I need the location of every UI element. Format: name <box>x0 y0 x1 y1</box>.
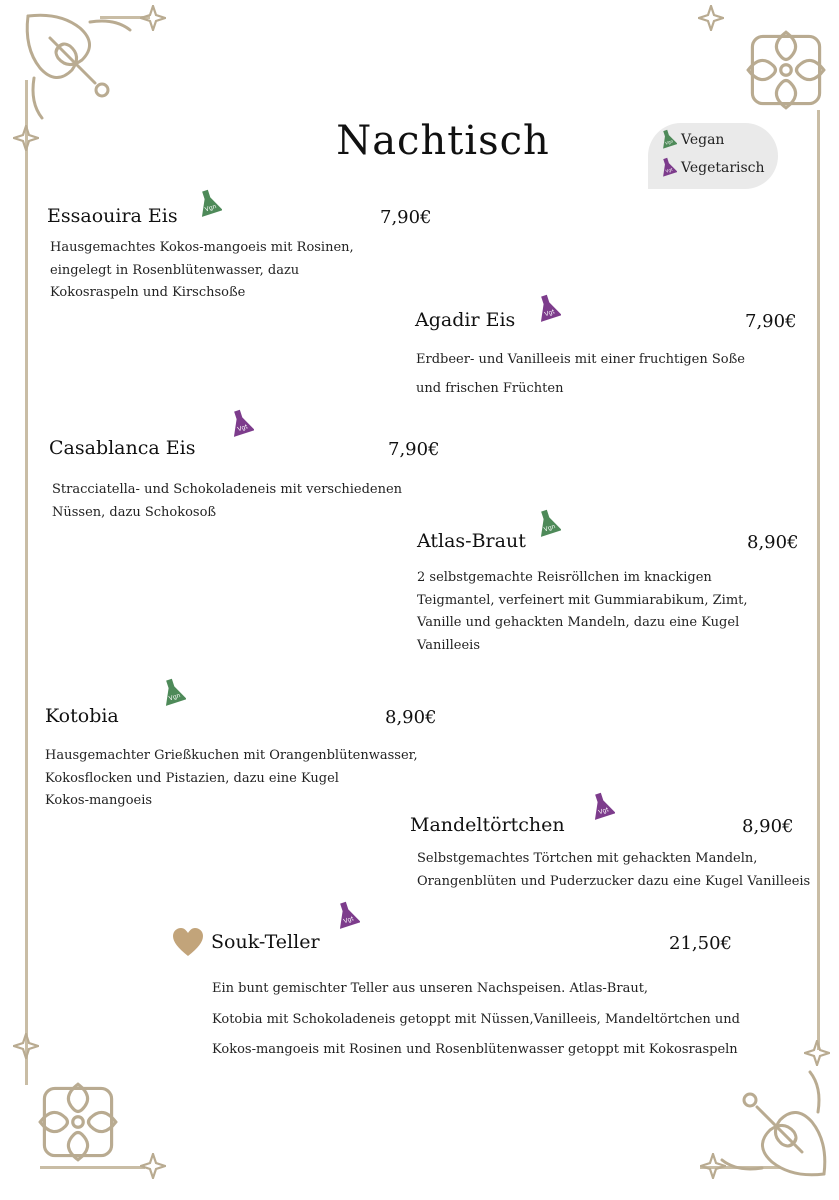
description-line: Kokos-mangoeis <box>45 793 153 808</box>
description-line: und frischen Früchten <box>416 381 564 396</box>
vegetarian-tag-icon <box>334 900 360 930</box>
description-line: Kokos-mangoeis mit Rosinen und Rosenblütenwasser getoppt mit Kokosraspeln <box>212 1042 738 1057</box>
item-name-atlas-braut: Atlas-Braut <box>417 530 526 552</box>
heart-icon <box>172 928 204 958</box>
item-name-agadir-eis: Agadir Eis <box>415 309 516 331</box>
vegetarian-tag-icon <box>535 293 561 323</box>
description-line: Hausgemachtes Kokos-mangoeis mit Rosinen, <box>50 240 354 255</box>
svg-text:Vgn: Vgn <box>543 523 557 534</box>
item-description-souk-teller <box>212 974 740 1066</box>
description-line: Ein bunt gemischter Teller aus unseren Nachspeisen. Atlas-Braut, <box>212 981 649 996</box>
star-ornament-right-bottom <box>804 1040 830 1066</box>
svg-text:Vgt: Vgt <box>342 915 355 926</box>
item-price-atlas-braut: 8,90€ <box>747 532 799 553</box>
frame-left-line <box>25 80 28 1085</box>
description-line: Erdbeer- und Vanilleeis mit einer fruchtigen Soße <box>416 352 745 367</box>
star-ornament-bottom-right <box>700 1153 726 1179</box>
item-price-essaouira-eis: 7,90€ <box>380 207 432 228</box>
item-name-kotobia: Kotobia <box>45 705 119 727</box>
item-description-atlas-braut <box>417 567 748 657</box>
item-price-agadir-eis: 7,90€ <box>745 311 797 332</box>
description-line: Selbstgemachtes Törtchen mit gehackten Mandeln, <box>417 851 758 866</box>
vegetarian-tag-icon <box>589 791 615 821</box>
svg-text:Vgt: Vgt <box>664 166 674 174</box>
legend-vegan-label: Vegan <box>681 132 725 148</box>
corner-ornament-bottom-right <box>712 1062 832 1182</box>
star-ornament-left-bottom <box>13 1033 39 1059</box>
quad-ornament-top-right <box>744 28 828 112</box>
page-title: Nachtisch <box>336 118 550 164</box>
frame-right-line <box>817 110 820 1050</box>
vegan-tag-icon <box>535 508 561 538</box>
item-description-kotobia <box>45 745 418 813</box>
description-line: Stracciatella- und Schokoladeneis mit verschiedenen <box>52 482 403 497</box>
item-name-souk-teller: Souk-Teller <box>211 931 320 953</box>
svg-text:Vgt: Vgt <box>597 806 610 817</box>
description-line: Vanille und gehackten Mandeln, dazu eine Kugel <box>417 615 740 630</box>
vegetarian-icon <box>659 156 677 178</box>
description-line: Teigmantel, verfeinert mit Gummiarabikum, Zimt, <box>417 592 748 608</box>
description-line: Vanilleeis <box>417 637 481 653</box>
vegan-icon <box>659 128 677 150</box>
vegan-tag-icon <box>160 677 186 707</box>
svg-text:Vgn: Vgn <box>204 203 218 214</box>
item-price-kotobia: 8,90€ <box>385 707 437 728</box>
description-line: Kokosraspeln und Kirschsoße <box>50 285 246 300</box>
svg-text:Vgt: Vgt <box>236 423 249 434</box>
description-line: Orangenblüten und Puderzucker dazu eine Kugel Vanilleeis <box>417 873 811 889</box>
item-description-mandeltoertchen <box>417 848 810 893</box>
star-ornament-top-left <box>140 5 166 31</box>
svg-text:Vgn: Vgn <box>664 138 674 146</box>
description-line: 2 selbstgemachte Reisröllchen im knackigen <box>417 570 712 585</box>
vegan-tag-icon <box>196 188 222 218</box>
item-price-casablanca-eis: 7,90€ <box>388 439 440 460</box>
vegetarian-tag-icon <box>228 408 254 438</box>
item-name-essaouira-eis: Essaouira Eis <box>47 205 178 227</box>
item-description-casablanca-eis <box>52 479 402 524</box>
corner-ornament-top-left <box>20 8 140 128</box>
svg-text:Vgt: Vgt <box>543 308 556 319</box>
legend-vegetarian-label: Vegetarisch <box>681 160 765 176</box>
quad-ornament-bottom-left <box>36 1080 120 1164</box>
description-line: Nüssen, dazu Schokosoß <box>52 504 217 520</box>
item-price-mandeltoertchen: 8,90€ <box>742 816 794 837</box>
description-line: Hausgemachter Grießkuchen mit Orangenblütenwasser, <box>45 748 418 763</box>
star-ornament-bottom-left <box>140 1153 166 1179</box>
description-line: eingelegt in Rosenblütenwasser, dazu <box>50 262 300 278</box>
item-name-casablanca-eis: Casablanca Eis <box>49 437 196 459</box>
description-line: Kokosflocken und Pistazien, dazu eine Kugel <box>45 770 339 786</box>
description-line: Kotobia mit Schokoladeneis getoppt mit Nüssen,Vanilleeis, Mandeltörtchen und <box>212 1011 740 1027</box>
item-description-agadir-eis <box>416 345 745 403</box>
svg-text:Vgn: Vgn <box>168 692 182 703</box>
frame-bottom-left-line <box>40 1166 145 1169</box>
item-name-mandeltoertchen: Mandeltörtchen <box>410 814 565 836</box>
star-ornament-top-right <box>698 5 724 31</box>
item-description-essaouira-eis <box>50 237 354 305</box>
item-price-souk-teller: 21,50€ <box>669 933 732 954</box>
